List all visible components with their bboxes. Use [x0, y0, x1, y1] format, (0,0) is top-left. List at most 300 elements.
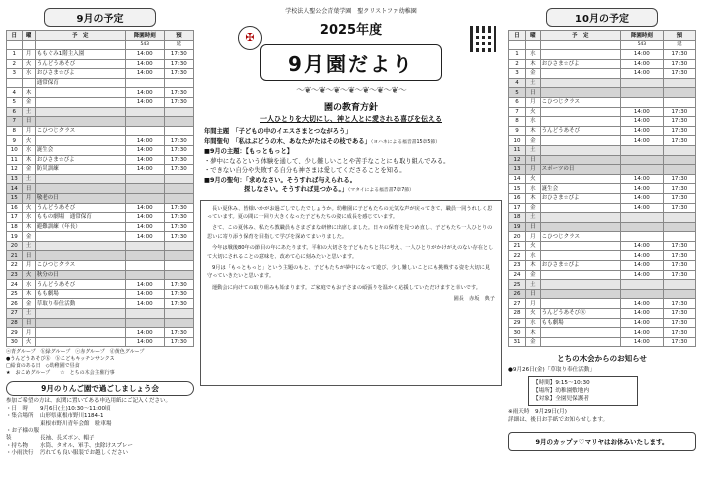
day-cell: 10 — [7, 145, 23, 155]
table-row — [7, 145, 194, 155]
table-row — [509, 88, 696, 98]
weekday-cell: 月 — [22, 126, 35, 136]
event-cell: 秋分の日 — [35, 270, 125, 280]
weekday-cell: 金 — [526, 136, 541, 146]
column-subheader: 延 — [663, 41, 695, 50]
pickup-time-cell: 14:00 — [620, 193, 663, 203]
weekday-cell: 金 — [22, 299, 35, 309]
extended-care-cell: 17:30 — [164, 165, 193, 175]
weekday-cell: 土 — [526, 78, 541, 88]
event-detail-value: 長袖、長ズボン、帽子 — [40, 435, 95, 442]
pickup-time-cell — [620, 289, 663, 299]
day-cell: 29 — [509, 318, 526, 328]
table-row — [509, 299, 696, 309]
extended-care-cell: 17:30 — [663, 193, 695, 203]
pickup-time-cell: 14:00 — [620, 136, 663, 146]
extended-care-cell — [663, 213, 695, 223]
weekday-cell: 月 — [22, 193, 35, 203]
day-cell: 8 — [7, 126, 23, 136]
day-cell: 2 — [509, 59, 526, 69]
extended-care-cell: 17:30 — [164, 222, 193, 232]
day-cell: 28 — [509, 309, 526, 319]
table-row — [509, 318, 696, 328]
extended-care-cell: 17:30 — [663, 251, 695, 261]
event-detail-value: 9月6日(土)10:30〜11:00頃 — [40, 405, 111, 412]
column-header: 予 定 — [35, 31, 125, 41]
day-cell: 17 — [509, 203, 526, 213]
day-cell: 9 — [509, 126, 526, 136]
event-cell — [35, 309, 125, 319]
table-row — [7, 184, 194, 194]
table-row — [7, 165, 194, 175]
month-verse-line2: 探しなさい。そうすれば見つかる。」（マタイによる福音書7章7節） — [244, 186, 414, 193]
month-verse: ■9月の聖句：「求めなさい。そうすれば与えられる。 — [204, 176, 357, 184]
day-cell: 21 — [509, 241, 526, 251]
day-cell: 20 — [509, 232, 526, 242]
weekday-cell: 月 — [526, 165, 541, 175]
pickup-time-cell: 14:00 — [125, 289, 164, 299]
day-cell: 7 — [7, 117, 23, 127]
event-cell — [35, 117, 125, 127]
day-cell: 4 — [509, 78, 526, 88]
column-header: 曜 — [22, 31, 35, 41]
event-cell — [35, 232, 125, 242]
day-cell: 8 — [509, 117, 526, 127]
day-cell: 25 — [7, 289, 23, 299]
legend-line: ●うんどうあそびⓀ ⓑこどもキッチンサンクス — [6, 356, 115, 363]
table-row — [7, 213, 194, 223]
weekday-cell: 土 — [22, 241, 35, 251]
column-subheader — [526, 41, 541, 50]
september-schedule-title: 9月の予定 — [44, 8, 156, 27]
pickup-time-cell: 14:00 — [620, 107, 663, 117]
extended-care-cell: 17:30 — [663, 328, 695, 338]
table-row — [509, 193, 696, 203]
pickup-time-cell: 14:00 — [620, 337, 663, 347]
pickup-time-cell: 14:00 — [125, 328, 164, 338]
table-row — [509, 337, 696, 347]
day-cell: 12 — [7, 165, 23, 175]
day-cell: 19 — [509, 222, 526, 232]
table-row — [509, 222, 696, 232]
weekday-cell: 金 — [526, 203, 541, 213]
pickup-time-cell — [125, 78, 164, 88]
pickup-time-cell — [620, 222, 663, 232]
event-detail-key: ・お子様の服装 — [6, 428, 40, 442]
pickup-time-cell: 14:00 — [125, 203, 164, 213]
event-cell: うんどうあそび — [540, 126, 620, 136]
extended-care-cell: 17:30 — [164, 280, 193, 290]
school-year: 2025年度 — [319, 23, 383, 38]
weekday-cell: 火 — [22, 337, 35, 347]
day-cell: 26 — [7, 299, 23, 309]
event-cell — [540, 78, 620, 88]
table-row — [7, 251, 194, 261]
table-row — [7, 309, 194, 319]
weekday-cell: 水 — [526, 184, 541, 194]
extended-care-cell: 17:30 — [164, 337, 193, 347]
extended-care-cell — [164, 117, 193, 127]
weekday-cell: 木 — [526, 328, 541, 338]
pickup-time-cell: 14:00 — [125, 213, 164, 223]
weekday-cell: 火 — [526, 241, 541, 251]
table-row — [7, 222, 194, 232]
extended-care-cell: 17:30 — [164, 97, 193, 107]
pickup-time-cell: 14:00 — [620, 184, 663, 194]
weekday-cell: 水 — [526, 251, 541, 261]
table-row — [509, 309, 696, 319]
extended-care-cell: 17:30 — [663, 241, 695, 251]
day-cell: 7 — [509, 107, 526, 117]
pickup-time-cell: 14:00 — [125, 299, 164, 309]
pickup-time-cell: 14:00 — [125, 165, 164, 175]
table-row — [7, 136, 194, 146]
weekday-cell: 火 — [526, 309, 541, 319]
day-cell: 27 — [7, 309, 23, 319]
weekday-cell: 水 — [526, 50, 541, 60]
pickup-time-cell: 14:00 — [620, 251, 663, 261]
table-row — [7, 280, 194, 290]
event-cell — [35, 97, 125, 107]
table-row — [509, 97, 696, 107]
day-cell: 13 — [509, 165, 526, 175]
pickup-time-cell — [620, 88, 663, 98]
pickup-time-cell: 14:00 — [125, 59, 164, 69]
column-header: 予 定 — [540, 31, 620, 41]
weekday-cell: 木 — [22, 289, 35, 299]
extended-care-cell — [164, 261, 193, 271]
event-cell: おひさま☆ぴよ — [35, 69, 125, 79]
event-cell — [35, 241, 125, 251]
weekday-cell: 日 — [22, 318, 35, 328]
event-cell: うんどうあそび — [35, 280, 125, 290]
extended-care-cell — [663, 145, 695, 155]
weekday-cell: 火 — [22, 136, 35, 146]
event-detail-value: 水筒、タオル、軍手、虫除けスプレー — [40, 442, 133, 449]
table-row — [7, 337, 194, 347]
vine-divider: 〜❦〜❦〜❦〜❦〜❦〜❦〜❦〜 — [296, 86, 406, 96]
table-row — [7, 289, 194, 299]
letter-body — [207, 205, 495, 293]
pickup-time-cell: 14:00 — [620, 261, 663, 271]
day-cell: 22 — [7, 261, 23, 271]
extended-care-cell: 17:30 — [164, 299, 193, 309]
extended-care-cell: 17:30 — [663, 174, 695, 184]
extended-care-cell — [663, 165, 695, 175]
notice-note2: 詳細は、後日お手紙でお知らせします。 — [508, 417, 609, 424]
table-row — [509, 241, 696, 251]
pickup-time-cell: 14:00 — [125, 155, 164, 165]
pickup-time-cell: 14:00 — [125, 280, 164, 290]
pickup-time-cell — [125, 318, 164, 328]
event-details — [6, 406, 194, 458]
extended-care-cell: 17:30 — [663, 136, 695, 146]
letter-paragraph: さて、この夏休み、私たち教職員もさまざまな研修に出席しました。日々の保育を見つめ直し、子どもたち一人ひとりの思いに寄り添う保育を目指して学びを深めてまいりました。 — [207, 225, 493, 240]
extended-care-cell — [663, 232, 695, 242]
column-subheader: 延 — [164, 41, 193, 50]
weekday-cell: 金 — [22, 165, 35, 175]
extended-care-cell — [663, 222, 695, 232]
event-cell: 草取り奉仕活動 — [35, 299, 125, 309]
extended-care-cell: 17:30 — [164, 136, 193, 146]
october-calendar-body — [509, 50, 696, 347]
notice-box-line: 【対象】全園児保護者 — [533, 396, 589, 403]
weekday-cell: 火 — [526, 107, 541, 117]
pickup-time-cell — [620, 78, 663, 88]
event-cell: こひつじクラス — [35, 261, 125, 271]
weekday-cell: 木 — [22, 88, 35, 98]
weekday-cell: 日 — [526, 222, 541, 232]
extended-care-cell — [164, 309, 193, 319]
pickup-time-cell: 14:00 — [620, 328, 663, 338]
table-row — [509, 136, 696, 146]
extended-care-cell: 17:30 — [663, 50, 695, 60]
table-row — [7, 270, 194, 280]
day-cell: 1 — [7, 50, 23, 60]
weekday-cell: 土 — [526, 145, 541, 155]
legend-line: ★ おこめグループ ☆ とちの木会主催行事 — [6, 370, 115, 377]
event-cell — [35, 251, 125, 261]
extended-care-cell — [164, 174, 193, 184]
event-cell — [35, 337, 125, 347]
event-cell: 通常保育 — [35, 78, 125, 88]
pickup-time-cell — [125, 193, 164, 203]
event-detail-row — [6, 421, 194, 428]
notice-head: ●9月26日(金)「草取り奉仕活動」 — [508, 367, 596, 374]
day-cell: 18 — [7, 222, 23, 232]
weekday-cell: 水 — [526, 318, 541, 328]
pickup-time-cell: 14:00 — [125, 97, 164, 107]
table-header-row — [7, 31, 194, 41]
pickup-time-cell — [125, 126, 164, 136]
day-cell: 14 — [7, 184, 23, 194]
month-theme-items — [204, 157, 502, 176]
day-cell: 11 — [7, 155, 23, 165]
weekday-cell: 土 — [526, 213, 541, 223]
table-row — [7, 203, 194, 213]
column-header: 預 — [663, 31, 695, 41]
weekday-cell: 木 — [22, 155, 35, 165]
event-cell: もも劇場 — [540, 318, 620, 328]
weekday-cell: 月 — [526, 97, 541, 107]
extended-care-cell: 17:30 — [663, 107, 695, 117]
day-cell: 11 — [509, 145, 526, 155]
event-cell: 避難訓練（年長） — [35, 222, 125, 232]
event-detail-key: ・集合場所 — [6, 413, 34, 420]
event-cell: おひさま☆ぴよ — [35, 155, 125, 165]
table-row — [509, 165, 696, 175]
extended-care-cell — [164, 193, 193, 203]
weekday-cell — [22, 78, 35, 88]
extended-care-cell — [663, 289, 695, 299]
event-lead: 参加ご希望の方は、玄関に置いてある申込用紙にご記入ください。 — [6, 398, 172, 405]
table-row — [509, 126, 696, 136]
day-cell: 17 — [7, 213, 23, 223]
day-cell: 3 — [509, 69, 526, 79]
newsletter-main — [200, 4, 502, 386]
event-cell — [540, 69, 620, 79]
table-row — [509, 59, 696, 69]
table-row — [7, 241, 194, 251]
day-cell: 13 — [7, 174, 23, 184]
weekday-cell: 金 — [22, 97, 35, 107]
day-cell: 25 — [509, 280, 526, 290]
event-cell — [35, 107, 125, 117]
school-name: 学校法人聖公会青葉学園 聖クリストファ幼稚園 — [285, 8, 417, 15]
table-row — [509, 50, 696, 60]
event-detail-key: ・小雨決行 — [6, 450, 34, 457]
column-subheader — [540, 41, 620, 50]
calendar-legend — [6, 349, 194, 377]
pickup-time-cell: 14:00 — [620, 241, 663, 251]
september-calendar-table — [6, 30, 194, 347]
table-row — [509, 328, 696, 338]
event-cell: おひさま☆ぴよ — [540, 193, 620, 203]
weekday-cell: 月 — [526, 232, 541, 242]
notice-title: とちの木会からのお知らせ — [557, 354, 647, 364]
october-schedule-title: 10月の予定 — [546, 8, 658, 27]
letter-paragraph: 9月は「もっともっと」という主題のもと、子どもたちが夢中になって遊び、少し難しいことにも挑戦する姿を大切に見守っていきたいと思います。 — [207, 264, 491, 280]
weekday-cell: 日 — [526, 155, 541, 165]
event-cell: うんどうあそび — [35, 59, 125, 69]
table-row — [7, 78, 194, 88]
event-cell: うんどうあそびⓀ — [540, 309, 620, 319]
event-detail-value: 東根市野川青年会館 駐車場 — [40, 420, 112, 427]
weekday-cell: 土 — [22, 309, 35, 319]
table-row — [7, 328, 194, 338]
pickup-time-cell: 14:00 — [620, 50, 663, 60]
pickup-time-cell: 14:00 — [125, 88, 164, 98]
letter-paragraph: 今年は戦後80年の節目の年にあたります。平和の大切さを子どもたちと共に考え、一人ひとりがかけがえのない存在として大切にされることの意味を、改めて心に刻みたいと思います。 — [207, 245, 494, 260]
event-cell: ももの劇場 通常保育 — [35, 213, 125, 223]
month-theme: ■9月の主題：【もっともっと】 — [204, 148, 294, 155]
event-cell: 誕生会 — [35, 145, 125, 155]
table-row — [7, 59, 194, 69]
extended-care-cell: 17:30 — [164, 155, 193, 165]
table-row — [7, 193, 194, 203]
table-row — [7, 261, 194, 271]
extended-care-cell: 17:30 — [663, 318, 695, 328]
weekday-cell: 月 — [22, 261, 35, 271]
weekday-cell: 木 — [526, 59, 541, 69]
event-detail-key: ・日 時 — [6, 405, 29, 412]
extended-care-cell: 17:30 — [663, 59, 695, 69]
column-header: 曜 — [526, 31, 541, 41]
table-subheader-row — [7, 41, 194, 50]
extended-care-cell — [164, 126, 193, 136]
event-detail-row — [6, 428, 194, 443]
notice-box-line: 【場所】幼稚園敷地内 — [533, 388, 589, 395]
column-header: 降園時刻 — [125, 31, 164, 41]
column-subheader — [35, 41, 125, 50]
day-cell: 29 — [7, 328, 23, 338]
extended-care-cell: 17:30 — [663, 203, 695, 213]
weekday-cell: 火 — [22, 270, 35, 280]
column-header: 日 — [7, 31, 23, 41]
extended-care-cell: 17:30 — [663, 69, 695, 79]
pickup-time-cell: 14:00 — [125, 337, 164, 347]
extended-care-cell: 17:30 — [164, 232, 193, 242]
event-cell: 敬老の日 — [35, 193, 125, 203]
extended-care-cell: 17:30 — [663, 117, 695, 127]
weekday-cell: 月 — [22, 328, 35, 338]
column-subheader: 543 — [620, 41, 663, 50]
day-cell: 27 — [509, 299, 526, 309]
pickup-time-cell: 14:00 — [620, 299, 663, 309]
event-cell — [540, 155, 620, 165]
column-header: 日 — [509, 31, 526, 41]
pickup-time-cell — [620, 145, 663, 155]
day-cell: 14 — [509, 174, 526, 184]
pickup-time-cell: 14:00 — [620, 203, 663, 213]
table-row — [509, 289, 696, 299]
event-cell: おひさま☆ぴよ — [540, 261, 620, 271]
event-cell — [35, 318, 125, 328]
extended-care-cell: 17:30 — [164, 213, 193, 223]
pickup-time-cell: 14:00 — [125, 145, 164, 155]
table-row — [7, 97, 194, 107]
qr-code-icon — [470, 26, 496, 52]
day-cell — [7, 78, 23, 88]
extended-care-cell — [663, 97, 695, 107]
extended-care-cell — [164, 78, 193, 88]
event-cell — [540, 145, 620, 155]
day-cell: 6 — [509, 97, 526, 107]
table-row — [7, 318, 194, 328]
pickup-time-cell — [620, 280, 663, 290]
extended-care-cell — [663, 280, 695, 290]
extended-care-cell — [164, 184, 193, 194]
column-header: 預 — [164, 31, 193, 41]
weekday-cell: 水 — [526, 117, 541, 127]
event-detail-value: 山形県東根市野川1184-1 — [40, 413, 104, 420]
day-cell: 30 — [7, 337, 23, 347]
pickup-time-cell — [620, 232, 663, 242]
table-row — [509, 270, 696, 280]
pickup-time-cell — [125, 184, 164, 194]
weekday-cell: 土 — [22, 107, 35, 117]
october-calendar-table — [508, 30, 696, 347]
notice-note: ※雨天時 9月29日(月) — [508, 409, 567, 416]
cafe-notice: 9月のカップァ♡マリヤはお休みいたします。 — [508, 432, 696, 451]
pickup-time-cell: 14:00 — [620, 69, 663, 79]
extended-care-cell — [164, 241, 193, 251]
event-cell — [35, 174, 125, 184]
weekday-cell: 金 — [22, 232, 35, 242]
weekday-cell: 木 — [22, 222, 35, 232]
event-cell — [540, 136, 620, 146]
event-cell — [540, 174, 620, 184]
weekday-cell: 水 — [22, 69, 35, 79]
table-row — [509, 155, 696, 165]
extended-care-cell: 17:30 — [164, 203, 193, 213]
column-subheader — [7, 41, 23, 50]
table-row — [7, 69, 194, 79]
day-cell: 22 — [509, 251, 526, 261]
weekday-cell: 金 — [526, 270, 541, 280]
pickup-time-cell: 14:00 — [620, 309, 663, 319]
event-cell — [540, 203, 620, 213]
weekday-cell: 日 — [22, 251, 35, 261]
day-cell: 16 — [509, 193, 526, 203]
weekday-cell: 土 — [526, 280, 541, 290]
extended-care-cell — [164, 107, 193, 117]
school-crest-icon: ✠ — [238, 26, 262, 50]
pickup-time-cell — [125, 107, 164, 117]
day-cell: 24 — [509, 270, 526, 280]
extended-care-cell: 17:30 — [663, 337, 695, 347]
table-row — [509, 145, 696, 155]
